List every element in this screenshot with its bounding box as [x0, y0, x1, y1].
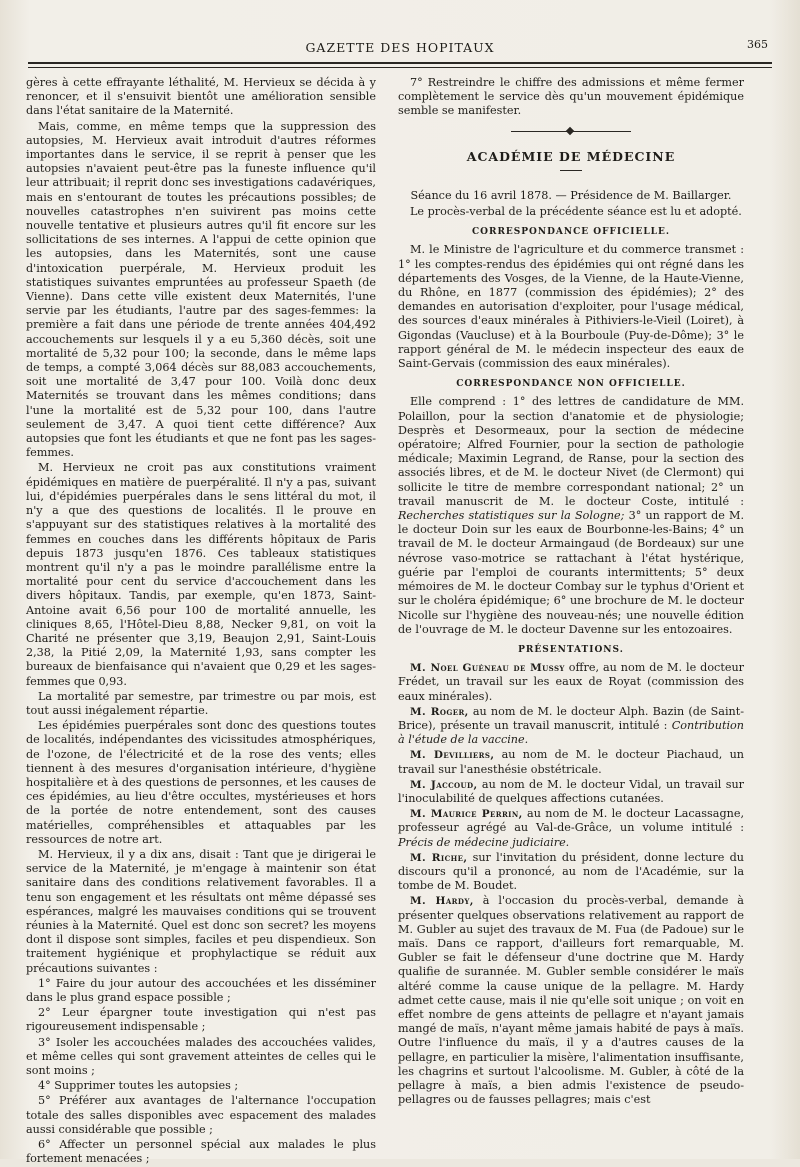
right-column — [398, 76, 744, 1108]
section-title: ACADÉMIE DE MÉDECINE — [466, 148, 676, 164]
page-number: 365 — [747, 38, 768, 51]
list-item: 7° Restreindre le chiffre des admissions et même fermer complètement le service dès qu'un mouvement épidémique semble se manifester. — [398, 76, 744, 118]
member-name: M. Riche, — [410, 851, 468, 864]
text-run: offre, au nom de M. le docteur Frédet, un travail sur les eaux de Royat (commission des eaux minérales). — [398, 661, 744, 703]
title-dash — [560, 170, 582, 171]
work-title: Contribution à l'étude de la vaccine. — [398, 718, 744, 747]
text-run: au nom de M. le docteur Lacassagne, professeur agrégé au Val-de-Grâce, un volume intitulé : — [398, 807, 745, 835]
left-column — [26, 76, 376, 1167]
subheading: CORRESPONDANCE OFFICIELLE. — [471, 227, 671, 238]
text-run: Elle comprend : 1° des lettres de candidature de MM. Polaillon, pour la section d'anatomie et de physiologie; Desprès et Desormeaux, pour la section de médecine opératoire; Alfred Fournier, pour la section de pathologie médicale; Maximin Legrand, de Ranse, pour la section des associés libres, et de M. le docteur Nivet (de Clermont) qui sollicite le titre de membre correspondant national; 2° un travail manuscrit de M. le docteur Coste, intitulé : — [398, 395, 744, 508]
paragraph: La mortalité par semestre, par trimestre ou par mois, est tout aussi inégalement répartie. — [26, 689, 376, 717]
text-run: à l'occasion du procès-verbal, demande à présenter quelques observations relativement au rapport de M. Gubler au sujet des travaux de M. Fua (de Padoue) sur le maïs. Dans ce rapport, d'ailleurs fort remarquable, M. Gubler se fait le défenseur d'une doctrine que M. Hardy qualifie de surannée. M. Gubler semble considérer le maïs altéré comme la cause unique de la pellagre. M. Hardy admet cette cause, mais il nie qu'elle soit unique ; on voit en effet nombre de gens atteints de pellagre et n'ayant jamais mangé de maïs, n'ayant même jamais habité de pays à maïs. Outre l'influence du maïs, il y a d'autres causes de la pellagre, en particulier la misère, l'alimentation insuffisante, les chagrins et surtout l'alcoolisme. M. Gubler, à côté de la pellagre à maïs, a bien admis l'existence de pseudo-pellagres ou de fausses pellagres; mais c'est — [398, 894, 744, 1107]
presentation-entry — [398, 748, 744, 776]
list-item: 3° Isoler les accouchées malades des accouchées valides, et même celles qui sont gravement atteintes de celles qui le sont moins ; — [26, 1035, 376, 1078]
presentation-entry — [398, 705, 744, 748]
paragraph: M. Hervieux, il y a dix ans, disait : Tant que je dirigerai le service de la Maternité, je m'engage à maintenir son état sanitaire dans des conditions relativement favorables. Il a tenu son engagement et les résultats ont même dépassé ses espérances, malgré les mauvaises conditions qui se trouvent réunies à la Maternité. Quel est donc son secret? les moyens dont il dispose sont simples, faciles et peu dispendieux. Son traitement hygiénique et prophylactique se réduit aux précautions suivantes : — [26, 847, 376, 975]
paragraph: M. Hervieux ne croit pas aux constitutions vraiment épidémiques en matière de puerpéralité. Il n'y a pas, suivant lui, d'épidémies puerpérales dans le sens littéral du mot, il n'y a que des questions de localités. Il le prouve en s'appuyant sur des statistiques relatives à la mortalité des femmes en couches dans les différents hôpitaux de Paris depuis 1873 jusqu'en 1876. Ces tableaux statistiques montrent qu'il n'y a pas le moindre parallélisme entre la mortalité pour cent du service d'accouchement dans les divers hôpitaux. Tandis, par exemple, qu'en 1873, Saint-Antoine avait 6,56 pour 100 de mortalité annuelle, les cliniques 8,65, l'Hôtel-Dieu 8,88, Necker 9,81, on voit la Charité ne présenter que 3,19, Beaujon 2,91, Saint-Louis 2,38, la Pitié 2,09, la Maternité 1,93, sans compter les bureaux de bienfaisance qui n'avaient que 0,29 et les sages-femmes que 0,93. — [26, 461, 376, 688]
paragraph: Mais, comme, en même temps que la suppression des autopsies, M. Hervieux avait introduit d'autres réformes importantes dans le service, il se reprit à penser que les autopsies n'avaient peut-être pas la funeste influence qu'il leur attribuait; il reprit donc ses investigations cadavériques, mais en s'entourant de toutes les précautions possibles; de nouvelles catastrophes n'en suivirent pas moins cette nouvelle tentative et plusieurs autres qu'il fit encore sur les sollicitations de ses internes. A l'appui de cette opinion que les autopsies, dans les Maternités, sont une cause d'intoxication puerpérale, M. Hervieux produit les statistiques suivantes empruntées au professeur Spaeth (de Vienne). Dans cette ville existent deux Maternités, l'une servie par les étudiants, l'autre par des sages-femmes: la première a fait dans une période de trente années 404,492 accouchements sur lesquels il y a eu 5,360 décès, soit une mortalité de 5,32 pour 100; la seconde, dans le même laps de temps, a compté 3,064 décès sur 88,083 accouchements, soit une mortalité de 3,47 pour 100. Voilà donc deux Maternités se trouvant dans les mêmes conditions; dans l'une la mortalité est de 5,32 pour 100, dans l'autre seulement de 3,47. A quoi tient cette différence? Aux autopsies que font les étudiants et que ne font pas les sages-femmes. — [26, 119, 376, 460]
text-run: au nom de M. le docteur Alph. Bazin (de Saint-Brice), présente un travail manuscrit, intitulé : — [398, 704, 745, 732]
presentation-entry — [398, 894, 744, 1107]
member-name: M. Jaccoud, — [410, 778, 478, 791]
text-run: 3° un rapport de M. le docteur Doin sur les eaux de Bourbonne-les-Bains; 4° un travail de M. le docteur Armaingaud (de Bordeaux) sur une névrose vaso-motrice se rattachant à l'état hystérique, guérie par l'emploi de courants intermittents; 5° deux mémoires de M. le docteur Combay sur le typhus d'Orient et sur le choléra épidémique; 6° une brochure de M. le docteur Nicolle sur l'hygiène des nouveau-nés; une nouvelle édition de l'ouvrage de M. le docteur Davenne sur les entozoaires. — [398, 509, 745, 636]
header-rule-thick — [28, 62, 772, 64]
member-name: M. Hardy, — [410, 895, 474, 908]
paragraph: M. le Ministre de l'agriculture et du commerce transmet : 1° les comptes-rendus des épidémies qui ont régné dans les départements des Vosges, de la Vienne, de la Haute-Vienne, du Rhône, en 1877 (commission des épidémies); 2° des demandes en autorisation d'exploiter, pour l'usage médical, des sources d'eaux minérales à Pithiviers-le-Vieil (Loiret), à Gigondas (Vaucluse) et à la Bourboule (Puy-de-Dôme); 3° le rapport général de M. le médecin inspecteur des eaux de Saint-Gervais (commission des eaux minérales). — [398, 243, 744, 371]
member-name: M. Noel Guéneau de Mussy — [410, 662, 565, 675]
presentation-entry — [398, 661, 744, 704]
session-line: Séance du 16 avril 1878. — Présidence de M. Baillarger. — [410, 188, 732, 202]
separator-diamond — [566, 126, 574, 134]
subheading: PRÉSENTATIONS. — [518, 644, 624, 655]
list-item: 1° Faire du jour autour des accouchées et les disséminer dans le plus grand espace possible ; — [26, 976, 376, 1004]
paragraph — [398, 395, 744, 636]
presentation-entry — [398, 778, 744, 806]
member-name: M. Roger, — [410, 705, 469, 718]
presentation-entry — [398, 807, 744, 850]
journal-title: GAZETTE DES HOPITAUX — [305, 40, 495, 55]
paragraph: gères à cette effrayante léthalité, M. Hervieux se décida à y renoncer, et il s'ensuivit bientôt une amélioration sensible dans l'état sanitaire de la Maternité. — [26, 76, 376, 118]
text-run: sur l'invitation du président, donne lecture du discours qu'il a prononcé, au nom de l'Académie, sur la tombe de M. Boudet. — [398, 850, 744, 893]
work-title: Précis de médecine judiciaire. — [398, 835, 570, 849]
member-name: M. Devilliers, — [410, 749, 495, 762]
list-item: 5° Préférer aux avantages de l'alternance l'occupation totale des salles disponibles avec espacement des malades aussi considérable que possible ; — [26, 1094, 376, 1136]
work-title: Recherches statistiques sur la Sologne; — [398, 509, 625, 523]
list-item: 6° Affecter un personnel spécial aux malades le plus fortement menacées ; — [26, 1138, 376, 1166]
paragraph: Les épidémies puerpérales sont donc des questions toutes de localités, indépendantes des vicissitudes atmosphériques, de l'ozone, de l'électricité et de la rose des vents; elles tiennent à des mesures d'organisation intérieure, d'hygiène hospitalière et à des questions de personnes, et les causes de ces épidémies, au lieu d'être occultes, mystérieuses et hors de la portée de notre entendement, sont des causes matérielles, compréhensibles et attaquables par les ressources de notre art. — [26, 719, 376, 846]
presentation-entry — [398, 851, 744, 894]
text-run: au nom de M. le docteur Vidal, un travail sur l'inoculabilité de quelques affections cutanées. — [398, 777, 744, 805]
header-rule-thin — [28, 67, 772, 68]
section-separator — [511, 131, 631, 136]
list-item: 4° Supprimer toutes les autopsies ; — [38, 1079, 239, 1093]
paragraph: Le procès-verbal de la précédente séance est lu et adopté. — [410, 205, 742, 219]
member-name: M. Maurice Perrin, — [410, 808, 523, 821]
text-run: au nom de M. le docteur Piachaud, un travail sur l'anesthésie obstétricale. — [398, 748, 744, 776]
list-item: 2° Leur épargner toute investigation qui n'est pas rigoureusement indispensable ; — [26, 1006, 376, 1034]
subheading: CORRESPONDANCE NON OFFICIELLE. — [456, 379, 686, 390]
